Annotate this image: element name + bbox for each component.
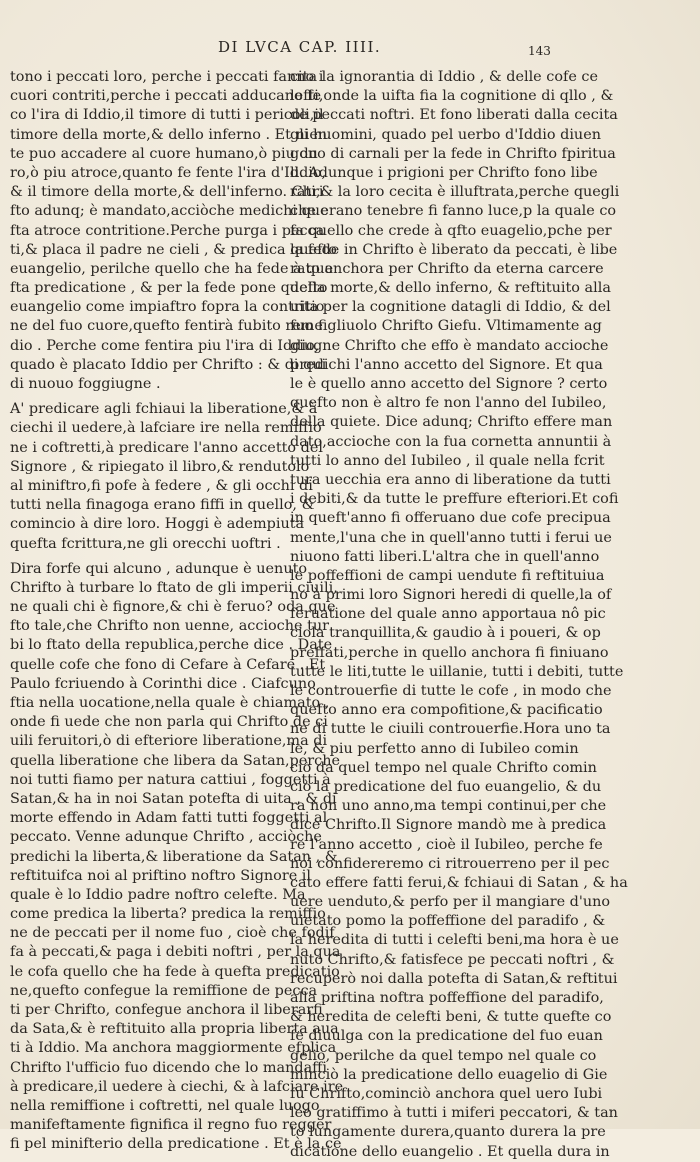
left-column bbox=[10, 68, 344, 1155]
text-line: & il timore della morte,& dell'inferno. Chri bbox=[10, 184, 324, 201]
text-line: uita per la cognitione datagli di Iddio, & del bbox=[290, 299, 611, 316]
text-line: li. Adunque i prigioni per Chrifto fono libe bbox=[290, 164, 598, 181]
text-line: uili feruitori,ò di efteriore liberatione,ma di bbox=[10, 733, 328, 750]
text-line: Signore , & ripiegato il libro,& rendutolo bbox=[10, 458, 310, 475]
text-line: la heredita di tutti i celefti beni,ma hora è ue bbox=[290, 932, 619, 949]
text-line: Paulo fcriuendo à Corinthi dice . Ciafcuno bbox=[10, 675, 316, 692]
text-line: ne di tutte le ciuili controuerfie.Hora uno ta bbox=[290, 721, 611, 738]
text-line: fu Chrifto,cominciò anchora quel uero Iubi bbox=[290, 1085, 603, 1102]
text-line: che erano tenebre fi fanno luce,p la quale co bbox=[290, 203, 617, 220]
faint-library-mark bbox=[50, 1010, 90, 1025]
text-line: fto tale,che Chrifto non uenne, accioche tur bbox=[10, 618, 330, 635]
text-line: comincio à dire loro. Hoggi è adempiuta bbox=[10, 516, 305, 533]
text-line: predichi l'anno accetto del Signore. Et qua bbox=[290, 356, 603, 373]
text-line: predichi la liberta,& liberatione da Satan , & bbox=[10, 848, 338, 865]
text-line: feruatione del quale anno apportaua nô pic bbox=[290, 606, 606, 623]
text-line: de peccati noftri. Et fono liberati dalla cecita bbox=[290, 107, 618, 124]
right-column bbox=[290, 68, 628, 1162]
text-line: ciò la predicatione del fuo euangelio, & du bbox=[290, 778, 602, 795]
text-line: preffati,perche in quello anchora fi finiuano bbox=[290, 644, 609, 661]
text-line: co l'ira di Iddio,il timore di tutti i pericoli,il bbox=[10, 107, 324, 124]
text-line: uere uenduto,& perfo per il mangiare d'uno bbox=[290, 894, 611, 911]
text-line: fta predicatione , & per la fede pone quefto bbox=[10, 280, 328, 297]
text-line: cita la ignorantia di Iddio , & delle cofe ce bbox=[290, 69, 598, 85]
text-line: minciò la predicatione dello euagelio di Gie bbox=[290, 1066, 608, 1083]
text-line: fa quello che crede à qfto euagelio,pche per bbox=[290, 222, 612, 239]
text-line: le cofa quello che ha fede à quefta predicatio bbox=[10, 963, 340, 980]
text-line: uietato pomo la poffeffione del paradifo , & bbox=[290, 913, 606, 930]
page-number: 143 bbox=[528, 44, 551, 58]
text-line: quella liberatione che libera da Satan,perche bbox=[10, 752, 341, 769]
text-line: in queft'anno fi offeruano due cofe precipua bbox=[290, 510, 611, 527]
text-line: ti à Iddio. Ma anchora maggiormente efplica bbox=[10, 1040, 337, 1057]
text-line: quefto anno era compofitione,& pacificatio bbox=[290, 702, 603, 719]
text-line: fto adunq; è mandato,acciòche medichi que bbox=[10, 203, 329, 220]
text-line: giugne Chrifto che effo è mandato accioche bbox=[290, 337, 609, 354]
text-line: ne,quefto confegue la remiffione de pecca bbox=[10, 982, 318, 999]
text-line: fe diuulga con la predicatione del fuo euan bbox=[290, 1028, 603, 1045]
page-header bbox=[0, 38, 700, 62]
text-line: della quiete. Dice adunq; Chrifto effere man bbox=[290, 414, 613, 431]
text-line: à predicare,il uedere à ciechi, & à lafciare ire bbox=[10, 1078, 344, 1095]
text-line: reftituifca noi al priftino noftro Signore il bbox=[10, 867, 312, 884]
text-line: ciechi il uedere,à lafciare ire nella remiffio bbox=[10, 420, 322, 437]
text-line: cuori contriti,perche i peccati adducano fe bbox=[10, 88, 322, 105]
text-line: noi confidereremo ci ritrouerreno per il pec bbox=[290, 855, 610, 872]
text-line: rati,& la loro cecita è illuftrata,perche quegli bbox=[290, 184, 620, 201]
text-line: quale è lo Iddio padre noftro celefte. Ma bbox=[10, 886, 306, 903]
text-line: ti per Chrifto, confegue anchora il liberarfi bbox=[10, 1002, 323, 1018]
text-line: ro,ò piu atroce,quanto fe fente l'ira d'Iddio, bbox=[10, 164, 327, 181]
text-line: i debiti,& da tutte le preffure efteriori.Et cofi bbox=[290, 491, 619, 508]
text-line: manifeftamente fignifica il regno fuo regger bbox=[10, 1117, 332, 1134]
text-line: re l'anno accetto , cioè il Iubileo, perche fe bbox=[290, 836, 603, 853]
text-line: da Sata,& è reftituito alla propria liberta aua bbox=[10, 1021, 339, 1038]
text-line: no à primi loro Signori heredi di quelle,la of bbox=[290, 587, 612, 604]
text-line: euangelio come impiaftro fopra la contritio bbox=[10, 299, 325, 316]
text-line: ra non uno anno,ma tempi continui,per che bbox=[290, 798, 607, 815]
text-line: bi lo ftato della republica,perche dice . Date bbox=[10, 637, 333, 654]
text-line: come predica la liberta? predica la remiffio bbox=[10, 906, 326, 923]
text-line: tura uecchia era anno di liberatione da tutti bbox=[290, 471, 611, 488]
text-line: euangelio, perilche quello che ha fede à que bbox=[10, 260, 334, 277]
text-line: gono di carnali per la fede in Chrifto fpiritua bbox=[290, 145, 616, 162]
text-line: al miniftro,fi pofe à federe , & gli occhi di bbox=[10, 477, 313, 494]
text-line: morte effendo in Adam fatti tutti foggetti al bbox=[10, 810, 328, 827]
text-line: gli huomini, quado pel uerbo d'Iddio diuen bbox=[290, 126, 601, 143]
text-line: noi tutti fiamo per natura cattiui , foggetti à bbox=[10, 771, 331, 788]
text-line: Chrifto l'ufficio fuo dicendo che lo mandaffi bbox=[10, 1059, 327, 1076]
text-line: della morte,& dello inferno, & reftituito alla bbox=[290, 280, 611, 297]
text-line: fta atroce contritione.Perche purga i pecca bbox=[10, 222, 325, 239]
text-line: dato,accioche con la fua cornetta annuntii à bbox=[290, 433, 612, 450]
text-line: ti,& placa il padre ne cieli , & predica quefto bbox=[10, 241, 337, 258]
text-line: quefto non è altro fe non l'anno del Iubileo, bbox=[290, 395, 607, 412]
text-line: tutti nella finagoga erano fiffi in quello, & bbox=[10, 497, 315, 514]
text-line: Satan,& ha in noi Satan potefta di uita , & di bbox=[10, 790, 337, 807]
text-line: le, & piu perfetto anno di Iubileo comin bbox=[290, 740, 579, 757]
text-line: alla priftina noftra poffeffione del paradifo, bbox=[290, 990, 604, 1006]
text-line: di nuouo foggiugne . bbox=[10, 376, 161, 392]
running-head: DI LVCA CAP. IIII. bbox=[218, 38, 382, 56]
text-line: quefta fcrittura,ne gli orecchi uoftri . bbox=[10, 535, 281, 552]
text-line: Dira forfe qui alcuno , adunque è uenuto bbox=[10, 560, 308, 577]
text-line: leo gratiffimo à tutti i miferi peccatori, & tan bbox=[290, 1105, 618, 1122]
text-line: Chrifto à turbare lo ftato de gli imperii ciuili, bbox=[10, 579, 338, 596]
text-line: ciola tranquillita,& gaudio à i poueri, & op bbox=[290, 625, 601, 642]
text-line: dicatione dello euangelio . Et quella dura in bbox=[290, 1143, 610, 1160]
text-line: lefti,onde la uifta fia la cognitione di qllo , & bbox=[290, 88, 614, 105]
text-line: tutte le liti,tutte le uillanie, tutti i debiti, tutte bbox=[290, 663, 624, 680]
text-line: ne i coftretti,à predicare l'anno accetto del bbox=[10, 439, 323, 456]
text-line: peccato. Venne adunque Chrifto , acciòche bbox=[10, 829, 322, 846]
text-line: A' predicare agli fchiaui la liberatione,& à bbox=[10, 401, 318, 418]
text-line: dio . Perche come fentira piu l'ira di Iddio, bbox=[10, 337, 320, 354]
text-line: quelle cofe che fono di Cefare à Cefare . Et bbox=[10, 656, 326, 673]
text-line: recuperò noi dalla potefta di Satan,& reftitui bbox=[290, 970, 618, 987]
text-line: cato effere fatti ferui,& fchiaui di Satan , & ha bbox=[290, 874, 628, 891]
text-line: le è quello anno accetto del Signore ? certo bbox=[290, 376, 608, 392]
text-line: fa à peccati,& paga i debiti noftri , per la qua bbox=[10, 944, 341, 961]
text-line: ftia nella uocatione,nella quale è chiamato , bbox=[10, 695, 330, 711]
text-line: to lungamente durera,quanto durera la pre bbox=[290, 1124, 606, 1141]
text-line: ciò da quel tempo nel quale Chrifto comin bbox=[290, 759, 597, 776]
text-line: la fede in Chrifto è liberato da peccati, è libe bbox=[290, 241, 618, 258]
text-line: te puo accadere al cuore humano,ò piu du bbox=[10, 145, 318, 162]
text-line: & heredita de celefti beni, & tutte quefte co bbox=[290, 1009, 612, 1026]
text-line: le poffeffioni de campi uendute fi reftituiua bbox=[290, 567, 605, 584]
text-line: tono i peccati loro, perche i peccati fanno i bbox=[10, 69, 324, 85]
text-line: timore della morte,& dello inferno . Et nien bbox=[10, 126, 328, 143]
text-line: le controuerfie di tutte le cofe , in modo che bbox=[290, 683, 612, 699]
text-line: ne de peccati per il nome fuo , cioè che fodif bbox=[10, 925, 335, 942]
text-line: ne del fuo cuore,quefto fentirà fubito reme bbox=[10, 318, 323, 335]
text-line: fuo figliuolo Chrifto Giefu. Vltimamente ag bbox=[290, 318, 602, 335]
text-line: ne quali chi è fignore,& chi è feruo? oda que bbox=[10, 599, 336, 616]
text-line: rato anchora per Chrifto da eterna carcere bbox=[290, 260, 604, 277]
text-line: onde fi uede che non parla qui Chrifto de ci bbox=[10, 714, 328, 731]
text-line: niuono fatti liberi.L'altra che in quell'anno bbox=[290, 548, 600, 565]
text-line: mente,l'una che in quell'anno tutti i ferui ue bbox=[290, 529, 612, 546]
text-line: fi pel minifterio della predicatione . Et è la ce bbox=[10, 1136, 342, 1153]
text-line: nuto Chrifto,& fatisfece pe peccati noftri , & bbox=[290, 951, 615, 968]
text-line: dice Chrifto.Il Signore mandò me à predica bbox=[290, 817, 607, 834]
text-line: tutti lo anno del Iubileo , il quale nella fcrit bbox=[290, 452, 605, 469]
text-line: gelio, perilche da quel tempo nel quale co bbox=[290, 1047, 597, 1064]
text-line: quado è placato Iddio per Chrifto : & di qui bbox=[10, 356, 327, 373]
text-line: nella remiffione i coftretti, nel quale luogo bbox=[10, 1097, 320, 1114]
